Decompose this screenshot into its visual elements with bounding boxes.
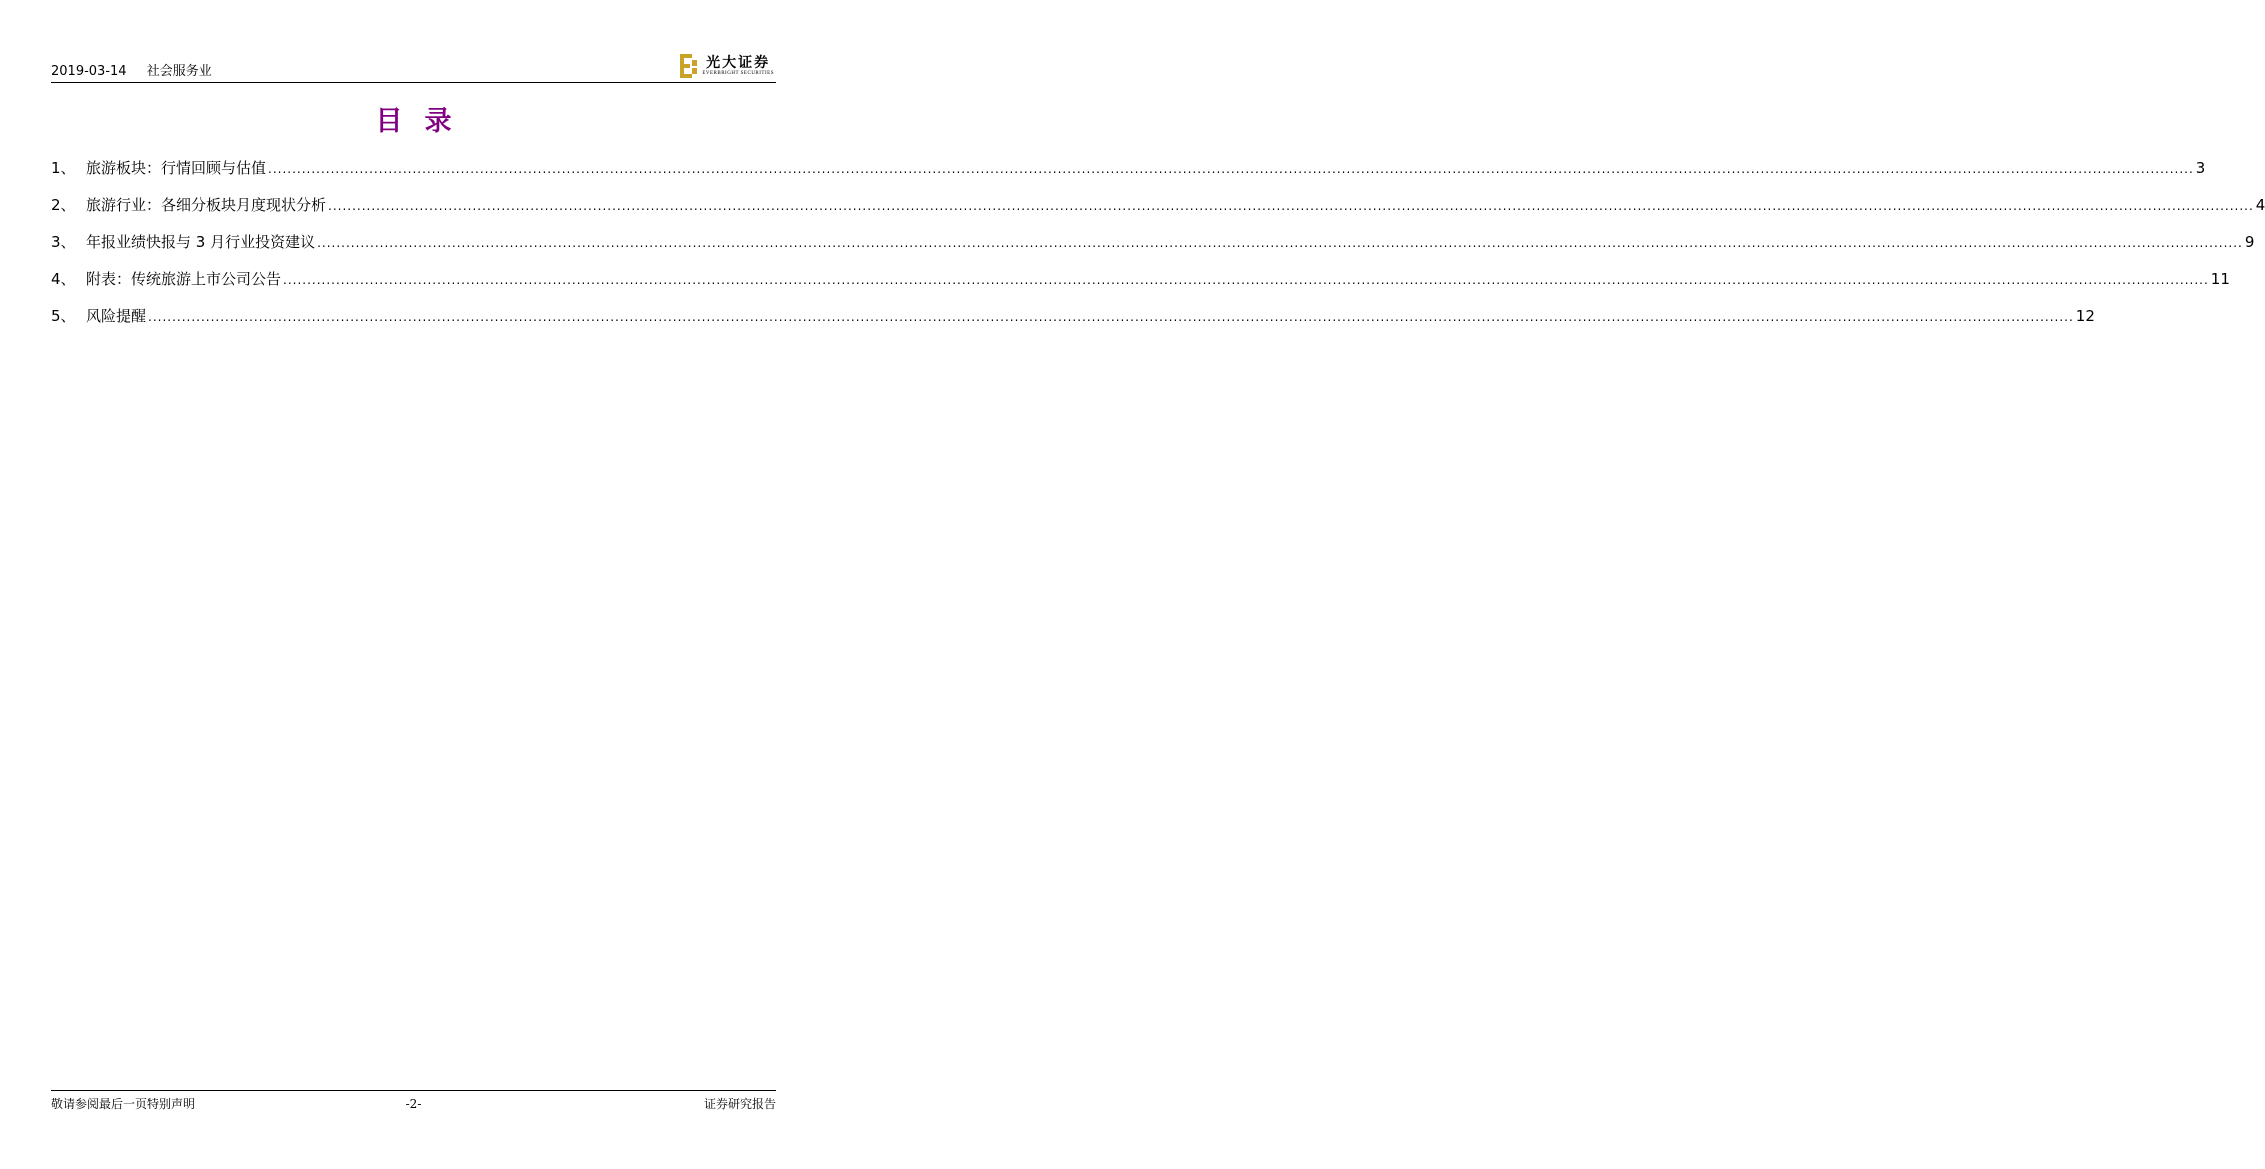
header-info [51,64,212,80]
toc-entry-number: 2、 [51,196,76,214]
toc-entry-1[interactable] [51,156,2206,193]
page-header [51,52,776,82]
toc-leader-dots: ................................................................................................................................................................................................................................................................................................................................................................................................................ [283,273,2209,287]
table-of-contents [51,156,2265,341]
toc-leader-dots: ................................................................................................................................................................................................................................................................................................................................................................................................................ [148,310,2074,324]
toc-entry-3[interactable] [51,230,2255,267]
logo-english-name: EVERBRIGHT SECURITIES [702,71,774,76]
toc-entry-page[interactable]: 3 [2195,159,2206,177]
footer-disclaimer: 敬请参阅最后一页特别声明 [51,1097,196,1111]
logo-text [702,55,774,77]
footer-page-number: -2- [405,1097,422,1111]
footer-divider [51,1090,776,1091]
toc-entry-page[interactable]: 12 [2075,307,2095,325]
toc-entry-label[interactable]: 旅游板块：行情回顾与估值 [86,159,267,177]
toc-entry-5[interactable] [51,304,2095,341]
toc-entry-label[interactable]: 年报业绩快报与 3 月行业投资建议 [86,233,316,251]
page-footer [51,1090,776,1120]
toc-entry-4[interactable] [51,267,2230,304]
footer-report-type: 证券研究报告 [703,1097,776,1111]
toc-leader-dots: ................................................................................................................................................................................................................................................................................................................................................................................................................ [328,199,2254,213]
company-logo [680,52,774,80]
industry-name: 社会服务业 [146,64,212,79]
toc-entry-2[interactable] [51,193,2265,230]
header-divider [51,82,776,83]
toc-title: 目录 [375,106,474,137]
toc-leader-dots: ................................................................................................................................................................................................................................................................................................................................................................................................................ [317,236,2243,250]
toc-entry-label[interactable]: 附表：传统旅游上市公司公告 [86,270,282,288]
toc-entry-number: 4、 [51,270,76,288]
toc-entry-number: 5、 [51,307,76,325]
toc-entry-label[interactable]: 旅游行业：各细分板块月度现状分析 [86,196,327,214]
toc-entry-page[interactable]: 4 [2255,196,2265,214]
logo-chinese-name: 光大证券 [706,55,771,71]
toc-entry-page[interactable]: 9 [2244,233,2255,251]
toc-entry-page[interactable]: 11 [2210,270,2230,288]
toc-entry-number: 1、 [51,159,76,177]
toc-entry-number: 3、 [51,233,76,251]
toc-leader-dots: ................................................................................................................................................................................................................................................................................................................................................................................................................ [268,162,2194,176]
report-date: 2019-03-14 [51,64,127,79]
everbright-logo-icon [680,54,698,78]
toc-entry-label[interactable]: 风险提醒 [86,307,147,325]
